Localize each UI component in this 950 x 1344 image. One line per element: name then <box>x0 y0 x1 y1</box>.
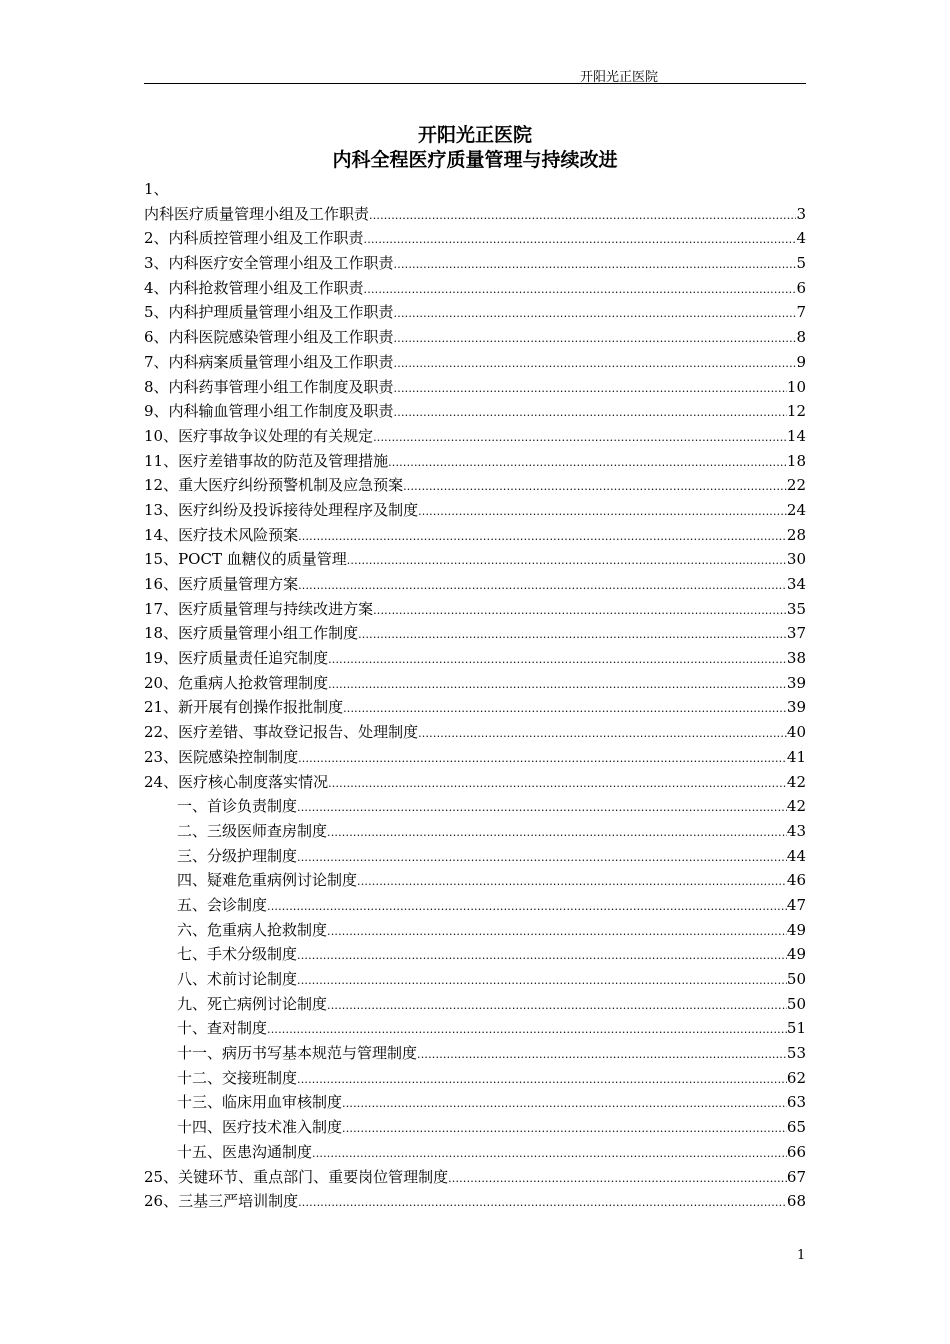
toc-entry-label: 5、内科护理质量管理小组及工作职责 <box>144 303 394 322</box>
toc-entry[interactable] <box>144 325 806 350</box>
toc-entry-page: 42 <box>786 772 806 791</box>
toc-entry-page: 12 <box>786 402 806 421</box>
toc-leader-dots <box>297 969 787 994</box>
toc-entry-label: 九、死亡病例讨论制度 <box>177 994 328 1013</box>
toc-leader-dots <box>394 401 787 426</box>
toc-leader-dots <box>297 944 787 969</box>
toc-entry-page: 40 <box>786 723 806 742</box>
toc-entry[interactable] <box>144 375 806 400</box>
header-rule <box>144 83 806 84</box>
toc-leader-dots <box>267 895 787 920</box>
toc-entry-label: 二、三级医师查房制度 <box>177 821 328 840</box>
toc-entry[interactable] <box>144 671 806 696</box>
toc-entry-label: 12、重大医疗纠纷预警机制及应急预案 <box>144 476 404 495</box>
toc-entry[interactable] <box>144 794 806 819</box>
toc-entry-label: 十三、临床用血审核制度 <box>177 1093 343 1112</box>
toc-entry-page: 63 <box>786 1093 806 1112</box>
toc-entry-page: 5 <box>796 254 806 273</box>
toc-leader-dots <box>394 377 787 402</box>
page-number: 1 <box>797 1248 806 1263</box>
toc-leader-dots <box>327 821 787 846</box>
toc-entry-page: 38 <box>786 649 806 668</box>
toc-entry-label: 8、内科药事管理小组工作制度及职责 <box>144 377 394 396</box>
toc-entry-label: 13、医疗纠纷及投诉接待处理程序及制度 <box>144 500 419 519</box>
toc-entry[interactable] <box>144 819 806 844</box>
toc-entry[interactable] <box>144 473 806 498</box>
toc-entry-page: 49 <box>786 945 806 964</box>
toc-entry[interactable] <box>144 1140 806 1165</box>
toc-entry-label: 18、医疗质量管理小组工作制度 <box>144 624 359 643</box>
toc-entry-page: 53 <box>786 1044 806 1063</box>
toc-entry-label: 9、内科输血管理小组工作制度及职责 <box>144 402 394 421</box>
table-of-contents <box>144 177 806 1214</box>
toc-entry[interactable] <box>144 621 806 646</box>
toc-entry-label: 23、医院感染控制制度 <box>144 747 299 766</box>
toc-entry-label: 24、医疗核心制度落实情况 <box>144 772 329 791</box>
toc-leader-dots <box>358 623 787 648</box>
toc-entry-label: 4、内科抢救管理小组及工作职责 <box>144 278 364 297</box>
toc-entry-label: 十五、医患沟通制度 <box>177 1142 313 1161</box>
toc-leader-dots <box>388 451 787 476</box>
toc-entry[interactable] <box>144 399 806 424</box>
toc-leader-dots <box>328 648 787 673</box>
toc-entry-page: 14 <box>786 426 806 445</box>
toc-entry-page: 50 <box>786 970 806 988</box>
toc-entry-page: 42 <box>786 797 806 816</box>
toc-leader-dots <box>343 697 787 722</box>
toc-entry-label: 十二、交接班制度 <box>177 1068 298 1087</box>
toc-entry[interactable] <box>144 1115 806 1140</box>
toc-entry[interactable] <box>144 1041 806 1066</box>
running-header: 开阳光正医院 <box>579 70 658 85</box>
toc-entry-label: 一、首诊负责制度 <box>177 797 298 816</box>
toc-leader-dots <box>327 994 787 1019</box>
toc-entry-page: 6 <box>796 278 806 297</box>
toc-entry-label: 十、查对制度 <box>177 1019 268 1038</box>
toc-entry[interactable] <box>144 300 806 325</box>
toc-entry[interactable] <box>144 942 806 967</box>
toc-entry[interactable] <box>144 251 806 276</box>
toc-entry[interactable] <box>144 646 806 671</box>
toc-entry[interactable] <box>144 992 806 1017</box>
toc-leader-dots <box>327 920 787 945</box>
toc-entry[interactable] <box>144 350 806 375</box>
toc-leader-dots <box>448 1167 787 1192</box>
toc-leader-dots <box>298 574 787 599</box>
toc-entry-page: 35 <box>786 599 806 618</box>
toc-entry-page: 62 <box>786 1068 806 1087</box>
document-subtitle: 内科全程医疗质量管理与持续改进 <box>332 149 618 171</box>
toc-entry-page: 39 <box>786 673 806 692</box>
toc-entry-label: 7、内科病案质量管理小组及工作职责 <box>144 352 394 371</box>
toc-leader-dots <box>347 549 787 574</box>
toc-entry-label: 2、内科质控管理小组及工作职责 <box>144 229 364 248</box>
toc-entry-page: 39 <box>786 698 806 717</box>
toc-entry-page: 37 <box>786 624 806 643</box>
toc-lead-number: 1、 <box>144 180 169 198</box>
toc-entry-page: 46 <box>786 871 806 890</box>
toc-entry[interactable] <box>144 276 806 301</box>
toc-entry-label: 19、医疗质量责任追究制度 <box>144 649 329 668</box>
toc-entry-label: 五、会诊制度 <box>177 895 268 914</box>
toc-entry[interactable] <box>144 967 806 992</box>
toc-entry[interactable] <box>144 1165 806 1190</box>
toc-leader-dots <box>373 599 787 624</box>
toc-entry-page: 43 <box>786 821 806 840</box>
toc-entry[interactable] <box>144 745 806 770</box>
toc-entry-page: 51 <box>786 1019 806 1038</box>
toc-entry-label: 21、新开展有创操作报批制度 <box>144 698 344 717</box>
toc-entry-label: 15、POCT 血糖仪的质量管理 <box>144 550 347 569</box>
toc-leader-dots <box>312 1142 787 1167</box>
toc-entry[interactable] <box>144 1066 806 1091</box>
toc-leader-dots <box>328 673 787 698</box>
toc-entry[interactable] <box>144 597 806 622</box>
toc-entry[interactable] <box>144 202 806 227</box>
toc-leader-dots <box>342 1092 787 1117</box>
toc-entry-page: 49 <box>786 920 806 939</box>
toc-entry-page: 22 <box>786 476 806 495</box>
toc-entry-label: 22、医疗差错、事故登记报告、处理制度 <box>144 723 419 742</box>
toc-entry-page: 7 <box>796 303 806 322</box>
toc-leader-dots <box>364 278 797 303</box>
toc-entry[interactable] <box>144 720 806 745</box>
document-title: 开阳光正医院 <box>417 124 532 146</box>
toc-leader-dots <box>297 796 787 821</box>
toc-entry[interactable] <box>144 868 806 893</box>
toc-entry[interactable] <box>144 1016 806 1041</box>
toc-leader-dots <box>357 870 787 895</box>
toc-leader-dots <box>394 302 797 327</box>
toc-leader-dots <box>417 1043 787 1068</box>
toc-entry-label: 十一、病历书写基本规范与管理制度 <box>177 1044 418 1063</box>
toc-entry[interactable] <box>144 226 806 251</box>
toc-entry[interactable] <box>144 424 806 449</box>
toc-leader-dots <box>297 846 787 871</box>
toc-entry-label: 3、内科医疗安全管理小组及工作职责 <box>144 254 394 273</box>
toc-entry-label: 11、医疗差错事故的防范及管理措施 <box>144 451 389 470</box>
toc-entry-label: 17、医疗质量管理与持续改进方案 <box>144 599 374 618</box>
toc-entry[interactable] <box>144 572 806 597</box>
toc-entry[interactable] <box>144 547 806 572</box>
toc-entry-label: 16、医疗质量管理方案 <box>144 575 299 593</box>
toc-entry[interactable] <box>144 1189 806 1214</box>
toc-entry[interactable] <box>144 695 806 720</box>
toc-entry-label: 26、三基三严培训制度 <box>144 1192 299 1211</box>
toc-entry-page: 28 <box>786 525 806 544</box>
toc-leader-dots <box>328 772 787 797</box>
toc-entry-label: 七、手术分级制度 <box>177 945 298 964</box>
toc-entry-page: 34 <box>786 575 806 593</box>
toc-leader-dots <box>298 747 787 772</box>
toc-entry-page: 24 <box>786 500 806 519</box>
toc-leader-dots <box>369 204 796 229</box>
toc-entry-label: 14、医疗技术风险预案 <box>144 525 299 544</box>
toc-entry-page: 18 <box>786 451 806 470</box>
toc-entry-page: 3 <box>796 204 806 223</box>
toc-entry-page: 50 <box>786 994 806 1013</box>
toc-entry-label: 四、疑难危重病例讨论制度 <box>177 871 358 890</box>
toc-leader-dots <box>394 253 797 278</box>
toc-entry-page: 8 <box>796 328 806 347</box>
toc-leader-dots <box>267 1018 787 1043</box>
toc-entry-page: 30 <box>786 550 806 569</box>
toc-entry-page: 66 <box>786 1142 806 1161</box>
toc-entry-page: 9 <box>796 352 806 371</box>
toc-leader-dots <box>373 426 787 451</box>
toc-entry[interactable] <box>144 893 806 918</box>
toc-entry-label: 八、术前讨论制度 <box>177 970 298 988</box>
toc-entry-label: 6、内科医院感染管理小组及工作职责 <box>144 328 394 347</box>
toc-entry[interactable] <box>144 844 806 869</box>
toc-leader-dots <box>418 722 787 747</box>
toc-entry[interactable] <box>144 523 806 548</box>
toc-entry-page: 41 <box>786 747 806 766</box>
toc-leader-dots <box>364 228 797 253</box>
toc-entry[interactable] <box>144 449 806 474</box>
toc-entry[interactable] <box>144 1090 806 1115</box>
toc-leader-dots <box>394 352 797 377</box>
toc-entry-page: 44 <box>786 846 806 865</box>
toc-entry-label: 十四、医疗技术准入制度 <box>177 1118 343 1137</box>
toc-entry[interactable] <box>144 498 806 523</box>
toc-leader-dots <box>403 475 787 500</box>
toc-leader-dots <box>418 500 787 525</box>
toc-leader-dots <box>298 525 787 550</box>
toc-entry-page: 68 <box>786 1192 806 1211</box>
toc-entry-label: 内科医疗质量管理小组及工作职责 <box>144 204 370 223</box>
toc-entry-label: 10、医疗事故争议处理的有关规定 <box>144 426 374 445</box>
toc-entry[interactable] <box>144 918 806 943</box>
toc-leader-dots <box>342 1117 787 1142</box>
toc-entry-page: 67 <box>786 1167 806 1186</box>
toc-entry-page: 10 <box>786 377 806 396</box>
toc-leader-dots <box>297 1068 787 1093</box>
toc-leader-dots <box>394 327 797 352</box>
toc-entry-page: 4 <box>796 229 806 248</box>
toc-entry-page: 47 <box>786 895 806 914</box>
toc-entry-label: 20、危重病人抢救管理制度 <box>144 673 329 692</box>
toc-entry-label: 六、危重病人抢救制度 <box>177 920 328 939</box>
toc-entry-label: 25、关键环节、重点部门、重要岗位管理制度 <box>144 1167 449 1186</box>
toc-entry-label: 三、分级护理制度 <box>177 846 298 865</box>
toc-entry[interactable] <box>144 770 806 795</box>
toc-entry-page: 65 <box>786 1118 806 1137</box>
toc-leader-dots <box>298 1191 787 1216</box>
